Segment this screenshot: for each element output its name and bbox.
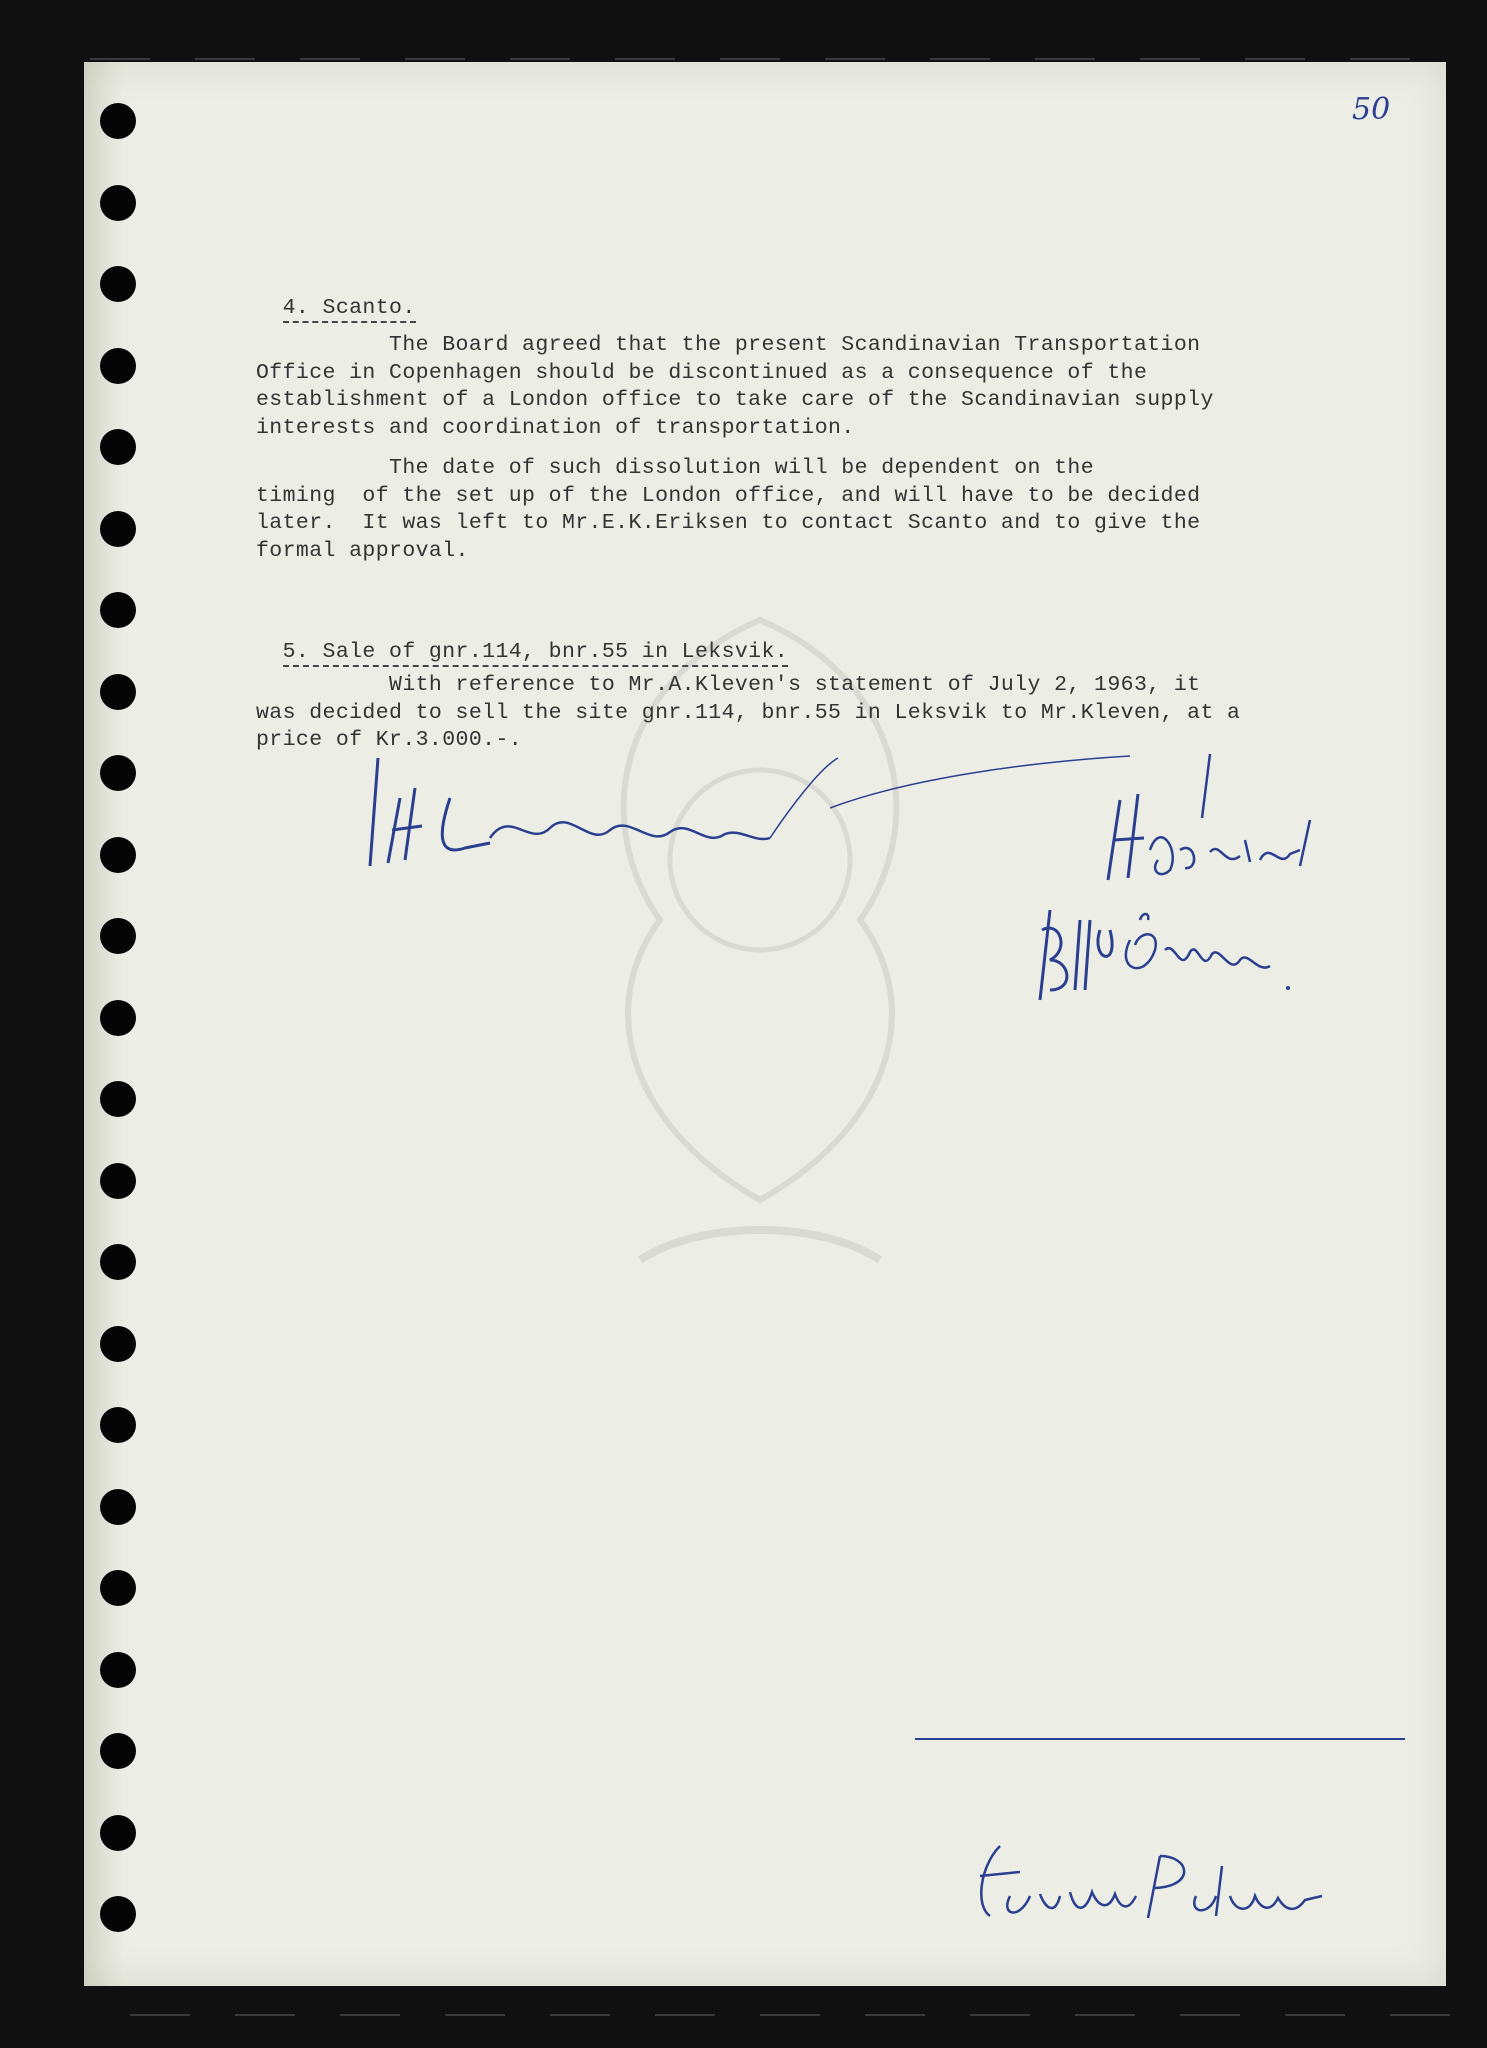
scan-mark-bottom xyxy=(655,2014,715,2016)
binder-hole xyxy=(100,429,136,465)
binder-hole xyxy=(100,1407,136,1443)
scan-mark-top xyxy=(930,58,990,60)
paragraph-sale-1: With reference to Mr.A.Kleven's statement of July 2, 1963, it was decided to sell the site gnr.114, bnr.55 in Leksvik to Mr.Kleven, at a price of Kr.3.000.-. xyxy=(256,673,1241,752)
scan-mark-bottom xyxy=(1180,2014,1240,2016)
scan-mark-top xyxy=(1140,58,1200,60)
section-heading-text: 5. Sale of gnr.114, bnr.55 in Leksvik. xyxy=(283,640,788,667)
scan-mark-top xyxy=(825,58,885,60)
binder-hole xyxy=(100,918,136,954)
binder-hole xyxy=(100,1652,136,1688)
scan-mark-top xyxy=(195,58,255,60)
scan-mark-bottom xyxy=(235,2014,295,2016)
scan-mark-top xyxy=(1035,58,1095,60)
binder-hole xyxy=(100,348,136,384)
scan-mark-bottom xyxy=(445,2014,505,2016)
scan-mark-bottom xyxy=(550,2014,610,2016)
page-number: 50 xyxy=(1352,92,1391,127)
signature-line xyxy=(915,1738,1405,1740)
scan-mark-top xyxy=(1350,58,1410,60)
scan-mark-top xyxy=(405,58,465,60)
binder-hole xyxy=(100,1570,136,1606)
binder-hole xyxy=(100,1733,136,1769)
signature-tonne xyxy=(1030,890,1300,1010)
binder-hole xyxy=(100,592,136,628)
paragraph-scanto-2: The date of such dissolution will be dependent on the timing of the set up of the London office, and will have to be decided later. It was left to Mr.E.K.Eriksen to contact Scanto and to give the formal approval. xyxy=(256,456,1201,563)
binder-hole xyxy=(100,185,136,221)
scan-mark-top xyxy=(615,58,675,60)
signature-bowind xyxy=(1100,780,1350,890)
scan-mark-bottom xyxy=(865,2014,925,2016)
scan-mark-bottom xyxy=(130,2014,190,2016)
binder-hole xyxy=(100,103,136,139)
binder-hole xyxy=(100,755,136,791)
binder-hole xyxy=(100,1163,136,1199)
section-heading-scanto xyxy=(256,272,416,323)
binder-hole xyxy=(100,1815,136,1851)
scan-mark-top xyxy=(90,58,150,60)
scan-mark-bottom xyxy=(1075,2014,1135,2016)
section-heading-sale xyxy=(256,616,788,667)
scan-mark-top xyxy=(510,58,570,60)
binder-hole xyxy=(100,1081,136,1117)
signature-pedersen xyxy=(960,1836,1340,1926)
scan-mark-bottom xyxy=(970,2014,1030,2016)
scan-mark-top xyxy=(720,58,780,60)
scan-mark-top xyxy=(300,58,360,60)
binder-hole xyxy=(100,1489,136,1525)
paragraph-scanto-1: The Board agreed that the present Scandinavian Transportation Office in Copenhagen should be discontinued as a consequence of the establishment of a London office to take care of the Scandinavian supply interests and coordination of transportation. xyxy=(256,333,1214,440)
scan-mark-bottom xyxy=(1285,2014,1345,2016)
binder-hole xyxy=(100,837,136,873)
binder-hole xyxy=(100,1244,136,1280)
binder-hole xyxy=(100,1326,136,1362)
section-heading-text: 4. Scanto. xyxy=(283,296,416,323)
scan-mark-bottom xyxy=(340,2014,400,2016)
scan-mark-top xyxy=(1245,58,1305,60)
signature-galloway xyxy=(360,748,840,878)
binder-hole xyxy=(100,511,136,547)
scan-mark-bottom xyxy=(760,2014,820,2016)
binder-hole xyxy=(100,266,136,302)
binder-hole xyxy=(100,674,136,710)
binder-hole xyxy=(100,1896,136,1932)
binder-hole xyxy=(100,1000,136,1036)
scan-mark-bottom xyxy=(1390,2014,1450,2016)
